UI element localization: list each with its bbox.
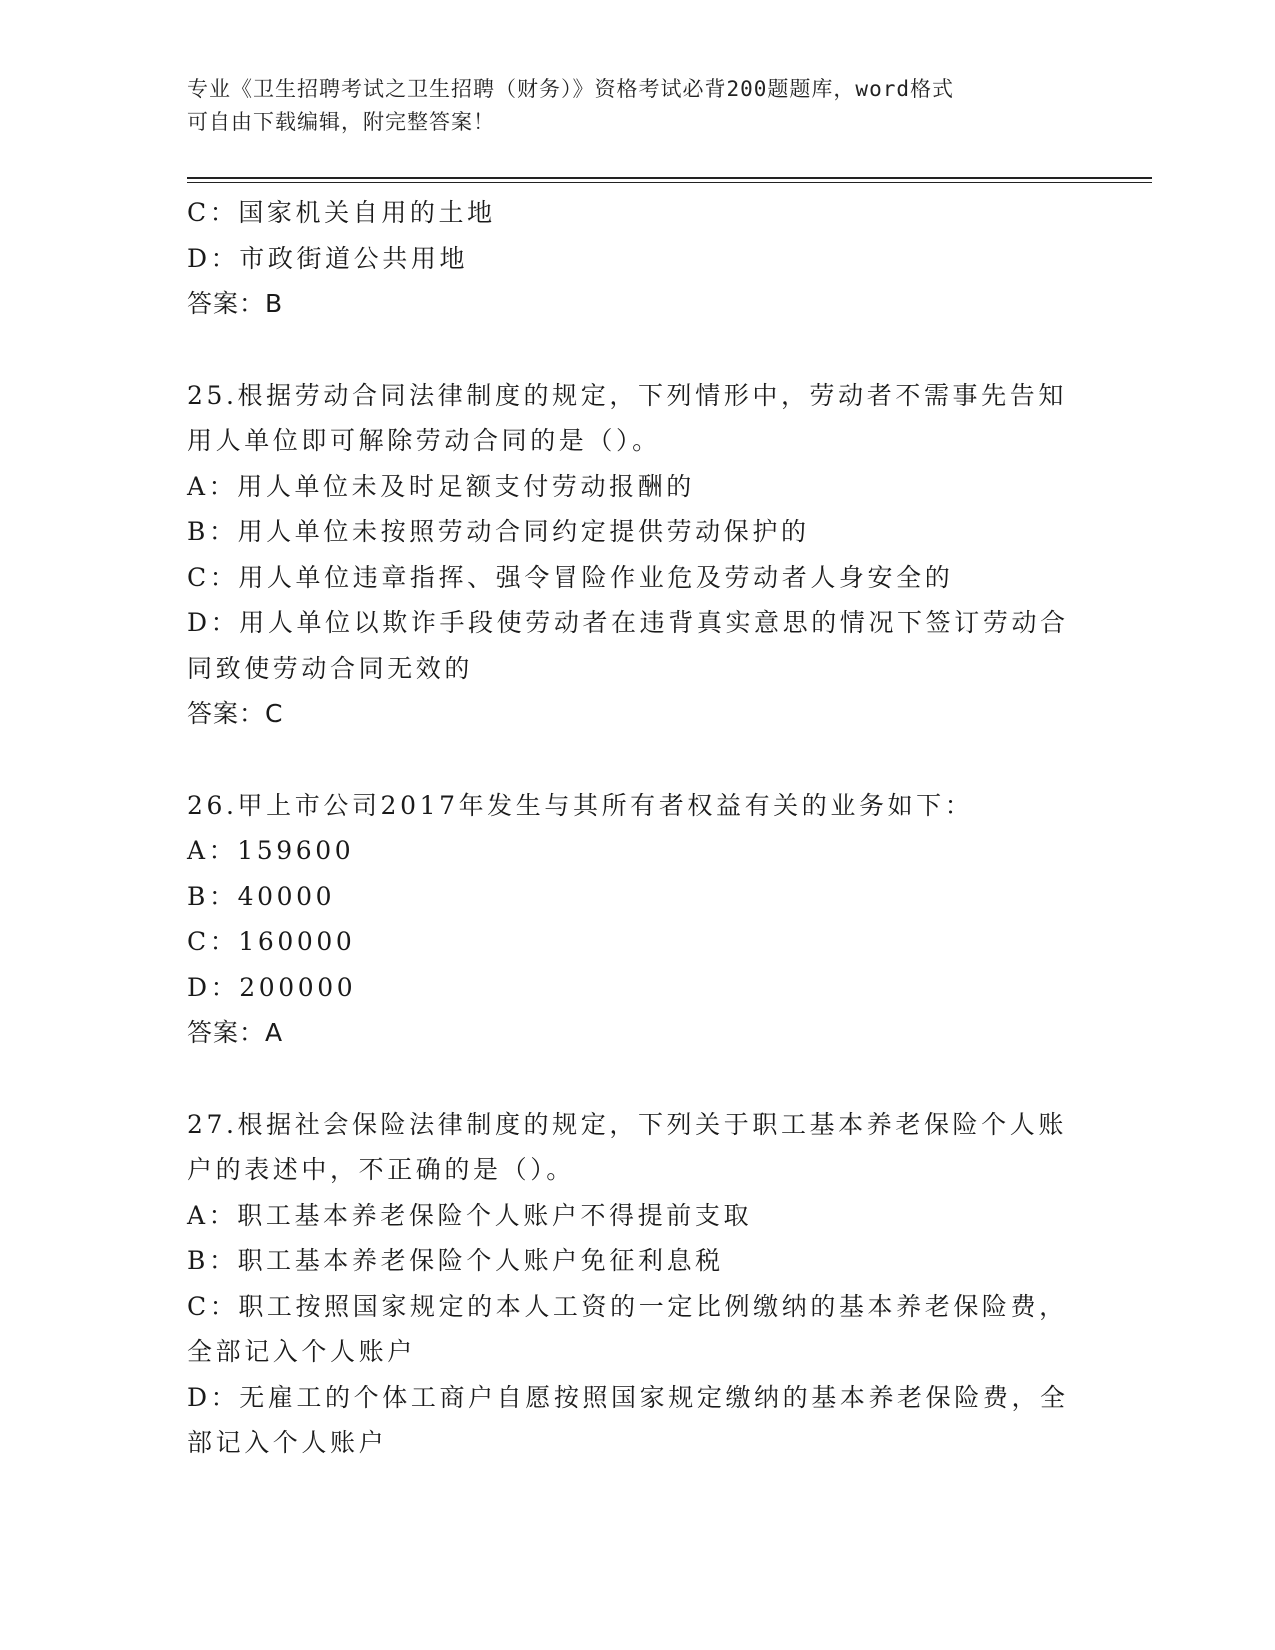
question-stem-cont: 户的表述中，不正确的是（）。 bbox=[187, 1155, 575, 1184]
question-block-25 bbox=[187, 373, 1087, 737]
option-a: A：159600 bbox=[187, 836, 355, 865]
question-block-24 bbox=[187, 190, 1087, 327]
question-stem: 26.甲上市公司2017年发生与其所有者权益有关的业务如下： bbox=[187, 790, 974, 820]
option-d: D：用人单位以欺诈手段使劳动者在违背真实意思的情况下签订劳动合 bbox=[187, 608, 1069, 637]
option-d: D：无雇工的个体工商户自愿按照国家规定缴纳的基本养老保险费，全 bbox=[187, 1382, 1069, 1412]
answer-label: 答案：C bbox=[187, 699, 284, 728]
option-a: A：用人单位未及时足额支付劳动报酬的 bbox=[187, 471, 695, 501]
question-list bbox=[187, 190, 1087, 1466]
document-header bbox=[187, 73, 1087, 139]
question-block-26 bbox=[187, 783, 1087, 1056]
option-d: D：市政街道公共用地 bbox=[187, 243, 469, 273]
option-c: C：160000 bbox=[187, 927, 356, 956]
answer-label: 答案：A bbox=[187, 1018, 284, 1047]
question-block-27 bbox=[187, 1102, 1087, 1466]
option-d-cont: 同致使劳动合同无效的 bbox=[187, 653, 474, 683]
option-b: B：用人单位未按照劳动合同约定提供劳动保护的 bbox=[187, 517, 810, 546]
option-b: B：职工基本养老保险个人账户免征利息税 bbox=[187, 1246, 724, 1275]
option-c: C：国家机关自用的土地 bbox=[187, 198, 496, 227]
option-c: C：用人单位违章指挥、强令冒险作业危及劳动者人身安全的 bbox=[187, 562, 954, 592]
question-stem: 27.根据社会保险法律制度的规定，下列关于职工基本养老保险个人账 bbox=[187, 1109, 1067, 1139]
header-divider-thick bbox=[187, 177, 1152, 179]
option-d: D：200000 bbox=[187, 972, 357, 1002]
question-stem: 25.根据劳动合同法律制度的规定，下列情形中，劳动者不需事先告知 bbox=[187, 380, 1067, 410]
header-title-line-2: 可自由下载编辑，附完整答案！ bbox=[187, 110, 495, 134]
header-divider-thin bbox=[187, 182, 1152, 183]
option-c: C：职工按照国家规定的本人工资的一定比例缴纳的基本养老保险费， bbox=[187, 1291, 1068, 1321]
question-stem-cont: 用人单位即可解除劳动合同的是（）。 bbox=[187, 426, 661, 455]
option-a: A：职工基本养老保险个人账户不得提前支取 bbox=[187, 1200, 753, 1230]
answer-label: 答案：B bbox=[187, 289, 284, 318]
option-c-cont: 全部记入个人账户 bbox=[187, 1337, 416, 1366]
header-title-line-1: 专业《卫生招聘考试之卫生招聘（财务）》资格考试必背200题题库，word格式 bbox=[187, 77, 954, 101]
option-d-cont: 部记入个人账户 bbox=[187, 1428, 388, 1457]
option-b: B：40000 bbox=[187, 881, 336, 911]
